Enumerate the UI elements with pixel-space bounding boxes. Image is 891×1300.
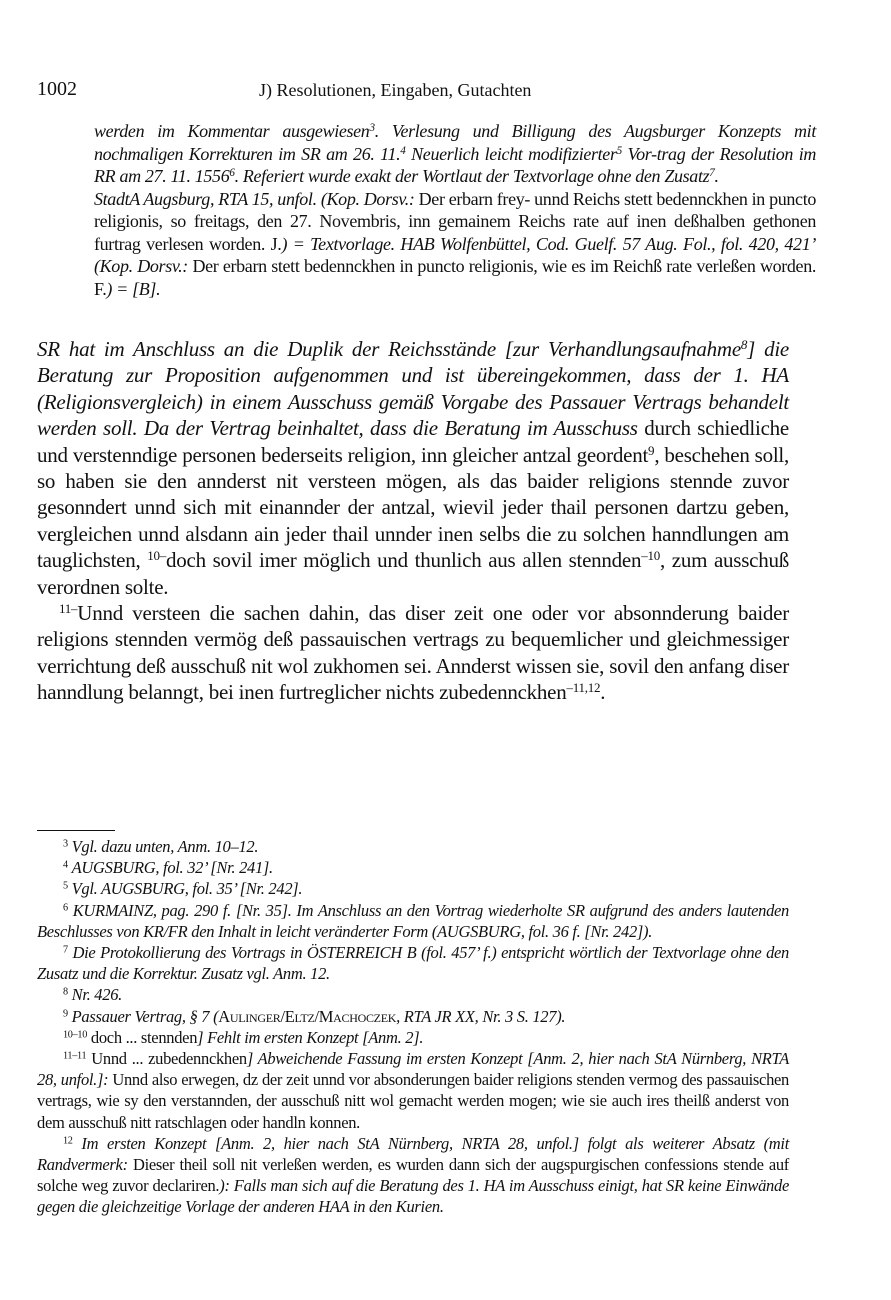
main-text bbox=[37, 336, 789, 706]
footnotes bbox=[37, 836, 789, 1218]
footnote-text: ] Fehlt im ersten Konzept [Anm. 2]. bbox=[197, 1027, 424, 1047]
footnote-ref[interactable]: 9 bbox=[648, 442, 655, 458]
lemma: Unnd ... zubedennckhen bbox=[91, 1049, 247, 1069]
footnote-7 bbox=[37, 942, 789, 984]
footnote-ref[interactable]: 4 bbox=[400, 144, 406, 157]
footnote-number: 7 bbox=[63, 944, 68, 956]
footnote-4 bbox=[37, 857, 789, 878]
source-dorsal-text: Der erbarn frey- unnd Reichs stett bedennckhen in puncto religionis, so freitags, den 27. Novembris, inn gemainem Reichs rate auf inen deßhalben gethonen furtrag verlesen worden. J. bbox=[94, 188, 816, 254]
lemma: doch ... stennden bbox=[90, 1027, 198, 1047]
source-text: Unnd versteen die sachen dahin, das diser zeit one oder vor absonnderung baider religions stennden vermög deß passauischen vertrags zu bequemlicher und gleichmessiger verrichtung deß ausschuß nit wol zukhomen sei. Annderst wissen sie, sovil den anfang diser hanndlung belanngt, bei inen furtreglicher nichts zubedennckhen bbox=[37, 601, 789, 705]
footnote-number: 10–10 bbox=[63, 1029, 88, 1041]
text: werden im Kommentar ausgewiesen bbox=[94, 121, 370, 141]
intro-sources bbox=[94, 188, 816, 301]
footnote-5 bbox=[37, 878, 789, 899]
main-paragraph-2 bbox=[37, 600, 789, 706]
author-names: Aulinger/Eltz/Machoczek bbox=[218, 1006, 397, 1026]
footnote-number: 5 bbox=[63, 880, 68, 892]
footnote-ref[interactable]: 11– bbox=[59, 600, 78, 616]
footnote-number: 12 bbox=[63, 1135, 73, 1147]
editorial-summary: ] die Beratung zur Proposition aufgenommen und ist übereingekommen, dass der 1. HA (Religionsvergleich) in einem Ausschuss gemäß Vorgabe des Passauer Vertrags behandelt werden soll. Da der Vertrag beinhaltet, dass die Beratung im Ausschuss bbox=[37, 337, 790, 441]
source-citation: ) = [B]. bbox=[106, 278, 161, 299]
page-number: 1002 bbox=[37, 78, 77, 100]
footnote-text: Nr. 426. bbox=[71, 985, 122, 1005]
footnote-text: Vgl. AUGSBURG, fol. 35’ [Nr. 242]. bbox=[71, 879, 303, 899]
footnote-ref[interactable]: 5 bbox=[616, 144, 622, 157]
footnote-text: ): Falls man sich auf die Beratung des 1. HA im Ausschuss einigt, hat SR keine Einwände gegen die gleichzeitige Vorlage der anderen HAA in den Kurien. bbox=[37, 1176, 789, 1217]
source-text: , zum ausschuß verordnen solte. bbox=[37, 548, 789, 599]
footnote-8 bbox=[37, 984, 789, 1005]
footnote-text: Passauer Vertrag, § 7 ( bbox=[71, 1006, 219, 1026]
footnote-9 bbox=[37, 1006, 789, 1027]
footnote-number: 9 bbox=[63, 1008, 68, 1019]
text: . Verlesung und Billigung des Augsburger Konzepts bbox=[374, 121, 782, 141]
footnote-3 bbox=[37, 836, 789, 857]
marginal-note-text: Dieser theil soll nit verleßen werden, es wurden dann sich der augspurgischen confessions stende auf solche weg zuvor declariren. bbox=[37, 1155, 789, 1196]
footnote-ref[interactable]: 8 bbox=[740, 336, 748, 352]
footnote-10 bbox=[37, 1027, 789, 1048]
editorial-summary: SR hat im Anschluss an die Duplik der Reichsstände [zur Verhandlungsaufnahme bbox=[37, 337, 741, 361]
source-text: , beschehen soll, so haben sie den annderst nit versteen mögen, als das baider religions stennde zuvor gesonndert unnd sich mit einannder der antzal, wievil jeder thail personen dartzu geben, vergleichen unnd alsdann ain jeder thail unnder inen selbs die zu solchen hanndlungen am tauglichsten, bbox=[37, 442, 790, 573]
footnote-text: ] Abweichende Fassung im ersten Konzept [Anm. 2, hier nach StA Nürnberg, NRTA 28, unfol.]: bbox=[37, 1049, 789, 1090]
footnote-text: Die Protokollierung des Vortrags in ÖSTERREICH B (fol. 457’ f.) entspricht wörtlich der Textvorlage ohne den Zusatz und die Korrektur. Zusatz vgl. Anm. 12. bbox=[37, 943, 790, 984]
footnote-11 bbox=[37, 1048, 789, 1133]
footnote-number: 4 bbox=[63, 859, 68, 871]
text: mit nochmaligen Korrekturen im SR am 26. 11. bbox=[94, 121, 816, 164]
footnote-number: 3 bbox=[63, 838, 68, 850]
footnote-number: 6 bbox=[63, 901, 68, 913]
source-text: doch sovil imer möglich und thunlich aus allen stennden bbox=[166, 548, 642, 573]
source-dorsal-text: Der erbarn stett bedennckhen in puncto religionis, wie es im Reichß rate verleßen worden. F. bbox=[94, 256, 816, 299]
text: trag der Resolution im RR am 27. 11. 1556 bbox=[94, 143, 817, 186]
text: . bbox=[714, 166, 719, 186]
footnote-12 bbox=[37, 1133, 789, 1218]
source-citation: ) = Textvorlage. HAB Wolfenbüttel, Cod. Guelf. 57 Aug. Fol., fol. 420, 421’ (Kop. Dorsv.: bbox=[94, 233, 817, 276]
footnote-text: AUGSBURG, fol. 32’ [Nr. 241]. bbox=[71, 858, 273, 878]
footnote-number: 8 bbox=[63, 986, 68, 998]
variant-text: Unnd also erwegen, dz der zeit unnd vor absonderungen baider religions stenden vermog des passauischen vertrags, wie sy den verstannden, der ausschuß nitt wol gemacht werden mogen; wie sie auch ires theilß anderst von dem ausschuß nitt ratschlagen oder handln konnen. bbox=[37, 1070, 789, 1132]
footnote-separator bbox=[37, 830, 115, 831]
document-intro-note bbox=[94, 120, 816, 300]
footnote-6 bbox=[37, 900, 789, 942]
footnote-number: 11–11 bbox=[63, 1050, 87, 1062]
text: . Referiert wurde exakt der Wortlaut der bbox=[234, 166, 509, 186]
text: Textvorlage ohne den Zusatz bbox=[512, 166, 710, 186]
footnote-text: KURMAINZ, pag. 290 f. [Nr. 35]. Im Anschluss an den Vortrag wiederholte SR aufgrund des anders lautenden Beschlusses von KR/FR den Inhalt in leicht veränderter Form (AUGSBURG, fol. 36 f. [Nr. 242]). bbox=[37, 900, 790, 941]
footnote-ref[interactable]: 7 bbox=[709, 166, 715, 179]
text: Neuerlich leicht modifizierter bbox=[405, 143, 617, 164]
running-head: J) Resolutionen, Eingaben, Gutachten bbox=[259, 80, 532, 100]
footnote-ref[interactable]: 10– bbox=[147, 548, 167, 564]
source-citation: StadtA Augsburg, RTA 15, unfol. (Kop. Dorsv.: bbox=[94, 188, 415, 209]
main-paragraph-1 bbox=[37, 336, 789, 600]
footnote-text: Im ersten Konzept [Anm. 2, hier nach StA Nürnberg, NRTA 28, unfol.] folgt als weiterer Absatz (mit Randvermerk: bbox=[37, 1133, 789, 1175]
footnote-text: Vgl. dazu unten, Anm. 10–12. bbox=[71, 837, 259, 856]
text: Vor- bbox=[621, 143, 657, 164]
source-text: durch schiedliche und verstenndige personen bederseits religion, inn gleicher antzal geordent bbox=[37, 416, 789, 467]
source-text: . bbox=[600, 680, 606, 705]
footnote-ref[interactable]: –10 bbox=[641, 548, 661, 564]
footnote-ref[interactable]: –11,12 bbox=[566, 680, 601, 696]
footnote-text: , RTA JR XX, Nr. 3 S. 127). bbox=[396, 1006, 566, 1026]
footnote-ref[interactable]: 3 bbox=[369, 121, 375, 134]
footnote-ref[interactable]: 6 bbox=[229, 166, 235, 179]
intro-summary bbox=[94, 120, 816, 188]
